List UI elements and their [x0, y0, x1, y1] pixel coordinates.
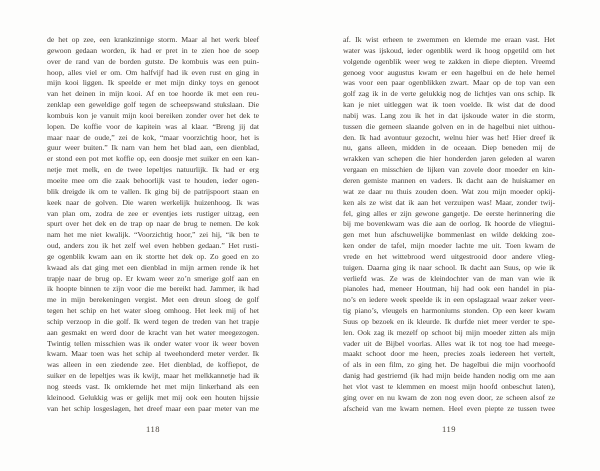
text-line: len. Ook zag ik mezelf op schoot bij mijn moeder zitten als mijn — [343, 327, 555, 337]
text-line: van plan om, zodra de zee er eventjes iets rustiger uitzag, een — [47, 208, 259, 218]
text-line: tegen het schip en het water sloeg omhoog. Het leek mij of het — [47, 306, 259, 316]
text-line: vergaan en misschien de lijken van zovele door moeder en kin- — [343, 165, 555, 175]
text-line: wat ze daar nu thuis zouden doen. Wat zou mijn moeder opkij- — [343, 186, 555, 196]
text-line: maakt schoot door me heen, precies zoals iedereen het vertelt, — [343, 349, 555, 359]
text-line: deren gemiste mannen en vaders. Ik dacht aan de huiskamer en — [343, 175, 555, 185]
page-left — [47, 35, 259, 434]
text-line: ken onder de tafel, mijn moeder lachte me uit. Toen kwam de — [343, 241, 555, 251]
text-line: nu, gans alleen, midden in de oceaan. Diep beneden mij de — [343, 143, 555, 153]
text-line: ging over en nu kwam de zon nog even door, ze scheen alsof ze — [343, 392, 555, 402]
text-line: blik dreigde ik om te vallen. Ik ging bij de patrijspoort staan en — [47, 186, 259, 196]
text-line: gen met hun afschuwelijke bommenlast en wilde dekking zoe- — [343, 230, 555, 240]
text-line: bij me bovenkwam was die aan de oorlog. Ik hoorde de vliegtui- — [343, 219, 555, 229]
text-line: ken als ze wist dat ik aan het verzuipen was! Maar, zonder twij- — [343, 197, 555, 207]
page-left-text — [47, 35, 259, 415]
text-line: genoeg voor augustus kwam er een hagelbui en de hele hemel — [343, 67, 555, 77]
text-line: vader uit de Bijbel voorlas. Alles wat ik tot nog toe had meege- — [343, 338, 555, 348]
text-line: vrede en het wittebrood werd uitgestrooid door andere vlieg- — [343, 251, 555, 261]
text-line: water was ijskoud, ieder ogenblik werd ik hoog opgetild om het — [343, 45, 555, 55]
page-number-left: 118 — [146, 423, 160, 434]
text-line: spurt over het dek en de trap op naar de brug te nemen. De kok — [47, 219, 259, 229]
text-line: er stond een pot met koffie op, een doosje met suiker en een kan- — [47, 154, 259, 164]
text-line: kan je niet uitleggen wat ik toen voelde. Ik wist dat de dood — [343, 100, 555, 110]
text-line: trapje naar de brug op. Er kwam weer zo’n smerige golf aan en — [47, 273, 259, 283]
text-line: tuigen. Daarna ging ik naar school. Ik dacht aan Suus, op wie ik — [343, 262, 555, 272]
text-line: pianoles had, meneer Houtman, hij had ook een handel in pia- — [343, 284, 555, 294]
text-line: Suus op bezoek en ik kleurde. Ik durfde niet meer verder te spe- — [343, 316, 555, 326]
text-line: was alleen in een ziedende zee. Het dienblad, de koffiepot, de — [47, 360, 259, 370]
text-line: aan gesmakt en werd door de kracht van het water meegezogen. — [47, 327, 259, 337]
text-line: danig had gestriemd (ik had mijn beide handen nodig om me aan — [343, 371, 555, 381]
text-line: afscheid van me kwam nemen. Heel even piepte ze tussen twee — [343, 403, 555, 413]
text-line: netje met melk, en de twee lepeltjes natuurlijk. Ik had er erg — [47, 165, 259, 175]
text-line: of als in een film, zo ging het. De hagelbui die mijn voorhoofd — [343, 360, 555, 370]
text-line: keek naar de golven. Die waren werkelijk huizenhoog. Ik was — [47, 197, 259, 207]
text-line: over de rand van de borden gutste. De kombuis was een puin- — [47, 56, 259, 66]
text-line: Twintig tellen misschien was ik onder water voor ik weer boven — [47, 338, 259, 348]
page-right — [343, 35, 555, 434]
text-line: kombuis kon je vanuit mijn kooi bereiken zonder over het dek te — [47, 110, 259, 120]
text-line: fel, ging alles er zijn gewone gangetje. De eerste herinnering die — [343, 208, 555, 218]
text-line: tig piano’s, vleugels en harmoniums stonden. Op een keer kwam — [343, 306, 555, 316]
text-line: nabij was. Lang zou ik het in dat ijskoude water in die storm, — [343, 110, 555, 120]
text-line: golf zag ik in de verte gelukkig nog de lichtjes van ons schip. Ik — [343, 89, 555, 99]
text-line: hoop, alles viel er om. Om halfvijf had ik even rust en ging in — [47, 67, 259, 77]
text-line: van het deinen in mijn kooi. Af en toe hoorde ik met een reu- — [47, 89, 259, 99]
text-line: guur weer buiten.” Ik nam van hem het blad aan, een dienblad, — [47, 143, 259, 153]
text-line: schip verzoop in die golf. Ik werd tegen de treden van het trapje — [47, 316, 259, 326]
text-line: maar naar de oude,” zei de kok, “maar voorzichtig hoor, het is — [47, 132, 259, 142]
text-line: af. Ik wist erheen te zwemmen en klemde me eraan vast. Het — [343, 35, 555, 44]
text-line: kwaad als dat ging met een dienblad in mijn armen rende ik het — [47, 262, 259, 272]
text-line: moeite mee om die zaak behoorlijk vast te houden, ieder ogen- — [47, 175, 259, 185]
text-line: mijn kooi liggen. Ik speelde er met mijn dinky toys en genoot — [47, 78, 259, 88]
text-line: het vlot vast te klemmen en moest mijn hoofd onbeschut laten), — [343, 382, 555, 391]
text-line: lopen. De koffie voor de kapitein was al klaar. “Breng jij dat — [47, 121, 259, 131]
text-line: de het op zee, een krankzinnige storm. Maar al het werk bleef — [47, 35, 259, 44]
text-line: suiker en de lepeltjes was ik kwijt, maar het melkkannetje had ik — [47, 371, 259, 381]
text-line: me in mijn berekeningen vergist. Met een dreun sloeg de golf — [47, 295, 259, 305]
text-line: nog steeds vast. Ik omklemde het met mijn linkerhand als een — [47, 382, 259, 391]
text-line: nam het me niet kwalijk. “Voorzichtig hoor,” zei hij, “ik ben te — [47, 230, 259, 240]
page-number-right: 119 — [442, 423, 456, 434]
text-line: wrakken van schepen die hier honderden jaren geleden al waren — [343, 154, 555, 164]
text-line: zenklap een geweldige golf tegen de scheepswand stukslaan. Die — [47, 100, 259, 110]
text-line: ik hoopte binnen te zijn voor die me bereikt had. Jammer, ik had — [47, 284, 259, 294]
text-line: oud, anders zou ik het zelf wel even hebben gedaan.” Het rusti- — [47, 241, 259, 251]
text-line: was voor een paar ogenblikken zwart. Maar op de top van een — [343, 78, 555, 88]
text-line: van het schip losgeslagen, het dreef maar een paar meter van me — [47, 403, 259, 413]
text-line: kwam. Maar toen was het schip al tweehonderd meter verder. Ik — [47, 349, 259, 359]
text-line: verliefd was. Ze was de kleindochter van de man van wie ik — [343, 273, 555, 283]
text-line: no’s en iedere week speelde ik in een opslagzaal waar zeker veer- — [343, 295, 555, 305]
text-line: ge ogenblik kwam aan en ik stortte het dek op. Zo goed en zo — [47, 251, 259, 261]
page-right-text — [343, 35, 555, 415]
text-line: tussen die gemeen slaande golven en in de hagelbui niet uithou- — [343, 121, 555, 131]
text-line: den. Ik had avontuur gezocht, welnu hier was het! Hier dreef ik — [343, 132, 555, 142]
text-line: gewoon gedaan worden, ik had er pret in te zien hoe de soep — [47, 45, 259, 55]
text-line: volgende ogenblik weer weg te zakken in diepe diepten. Vreemd — [343, 56, 555, 66]
text-line: kleinood. Gelukkig was er gelijk met mij ook een houten hijssie — [47, 392, 259, 402]
